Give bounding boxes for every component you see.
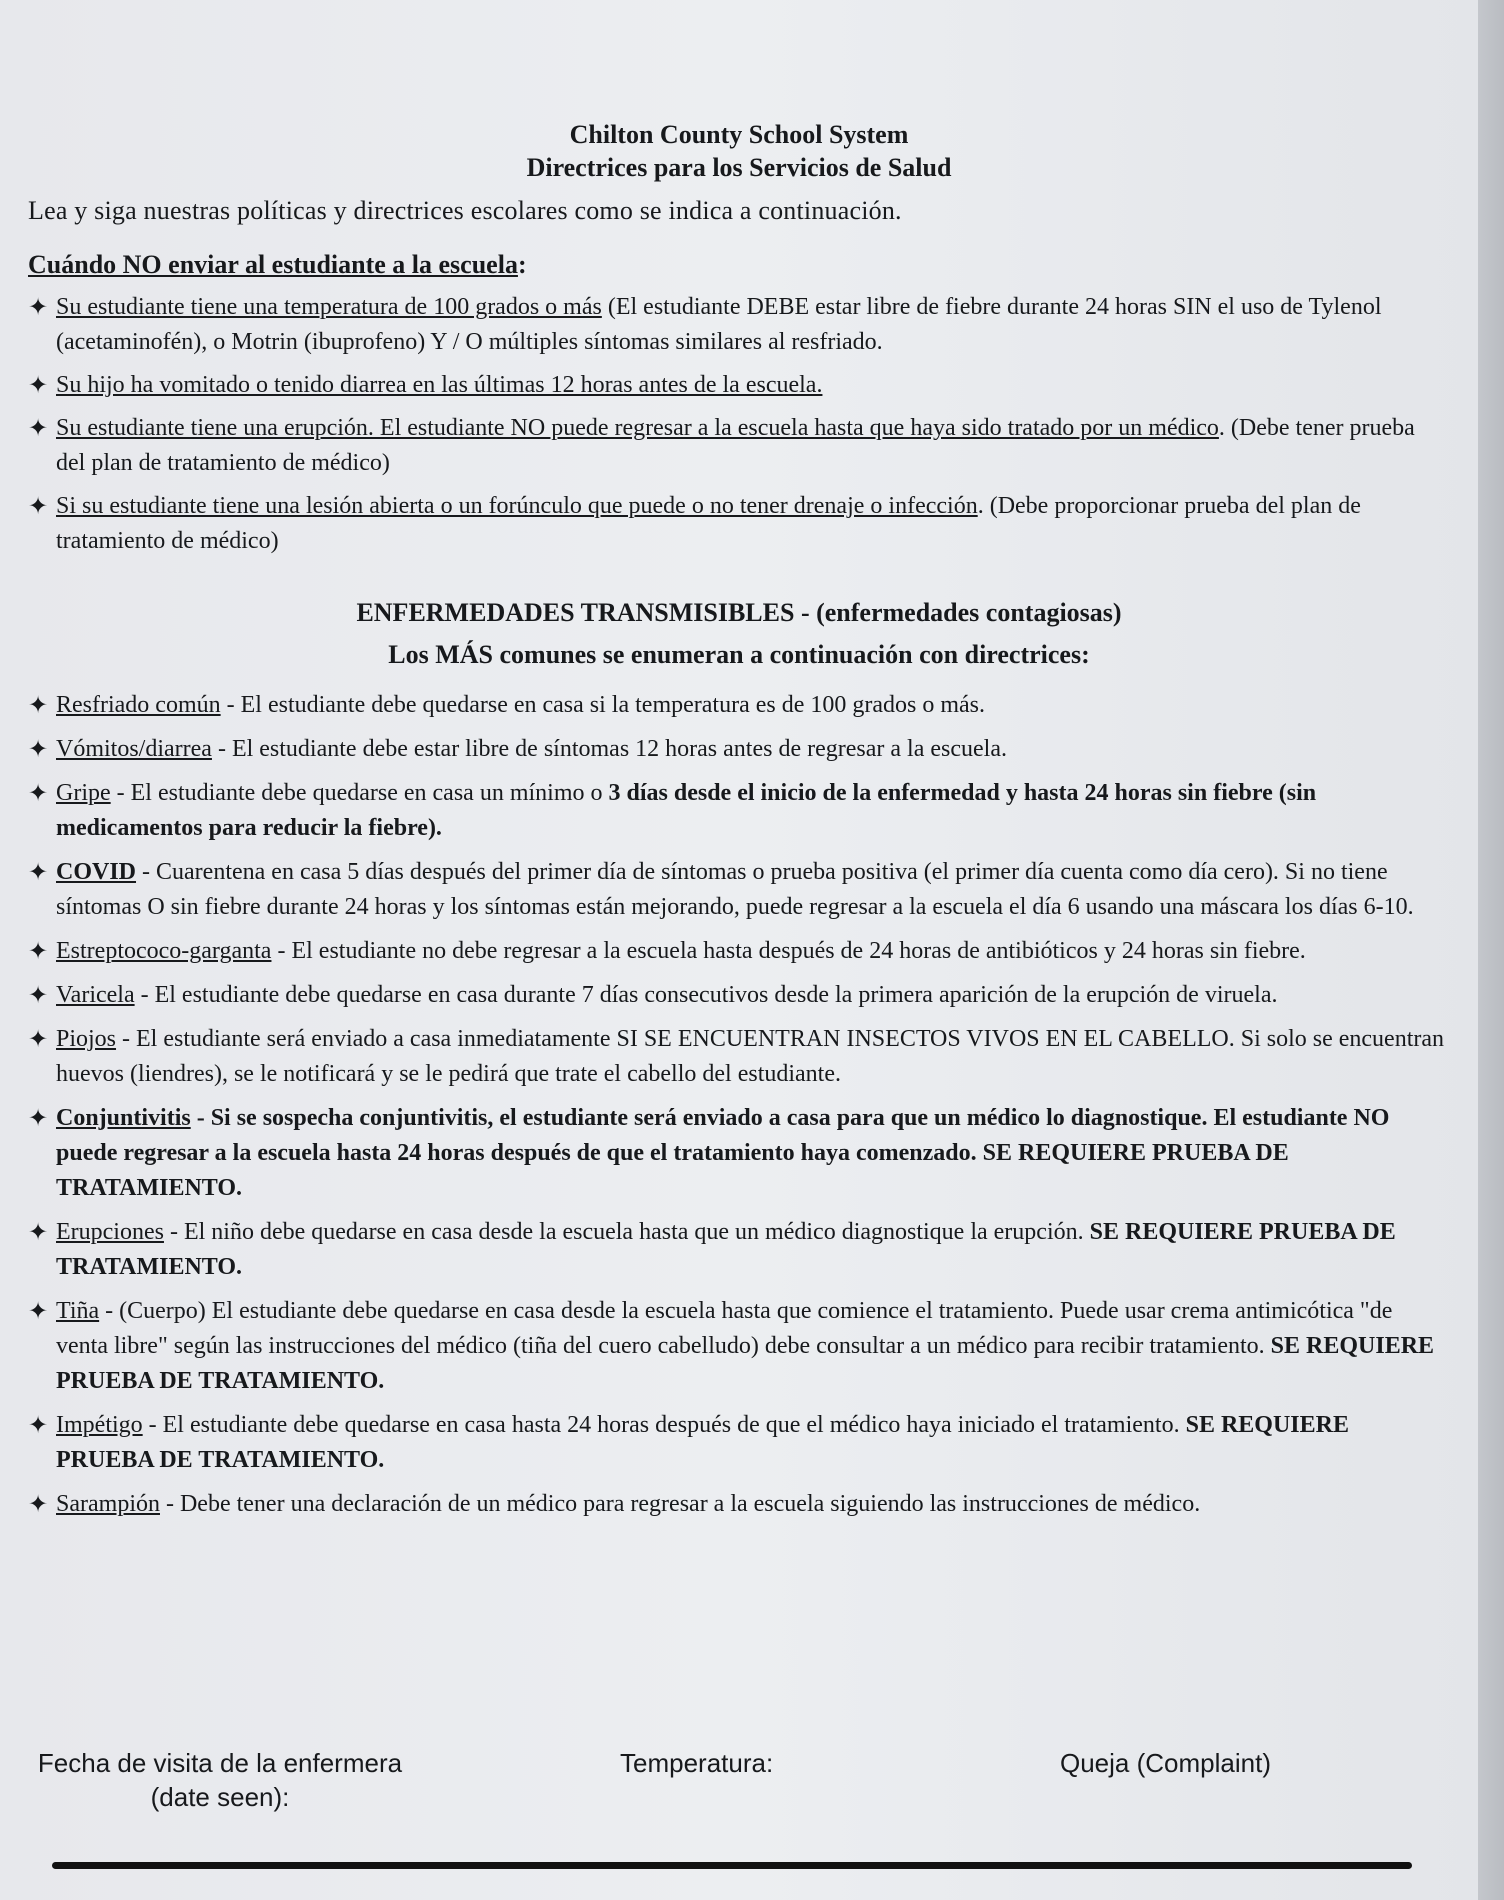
communicable-diseases-heading: ENFERMEDADES TRANSMISIBLES - (enfermedades contagiosas) — [356, 598, 1122, 627]
item-text: . (Debe tener prueba del plan de tratamiento de médico) — [56, 415, 1415, 476]
disease-name: Varicela — [56, 982, 135, 1008]
disease-name: Impétigo — [56, 1412, 143, 1438]
disease-item-impetigo — [28, 1408, 1448, 1478]
star-bullet-icon: ✦ — [28, 414, 49, 442]
disease-name: Conjuntivitis — [56, 1105, 191, 1131]
disease-item-varicela — [28, 978, 1448, 1013]
page-edge — [1478, 0, 1504, 1900]
disease-name: Erupciones — [56, 1219, 164, 1245]
when-not-to-send-heading — [28, 250, 527, 280]
disease-name: Tiña — [56, 1298, 100, 1324]
disease-guideline: - El estudiante debe estar libre de síntomas 12 horas antes de regresar a la escuela. — [211, 736, 1007, 762]
nurse-visit-date-label — [30, 1746, 410, 1814]
disease-item-tina — [28, 1294, 1448, 1399]
temperature-label: Temperatura: — [620, 1748, 774, 1778]
disease-item-covid — [28, 855, 1448, 925]
star-bullet-icon: ✦ — [28, 1218, 49, 1246]
item-underlined-text: Su estudiante tiene una temperatura de 100 grados o más — [56, 294, 602, 320]
disease-item-estreptococo — [28, 934, 1448, 969]
star-bullet-icon: ✦ — [28, 1297, 49, 1325]
disease-name: Resfriado común — [56, 692, 221, 718]
disease-item-resfriado — [28, 688, 1448, 723]
when-not-to-send-list — [28, 290, 1448, 567]
disease-guideline: - El estudiante debe quedarse en casa si la temperatura es de 100 grados o más. — [220, 692, 986, 718]
item-underlined-text: Si su estudiante tiene una lesión abierta o un forúnculo que puede o no tener drenaje o infección — [56, 493, 978, 519]
star-bullet-icon: ✦ — [28, 779, 49, 807]
disease-guideline-bold: SE REQUIERE PRUEBA DE TRATAMIENTO. — [56, 1333, 1435, 1394]
star-bullet-icon: ✦ — [28, 1104, 49, 1132]
disease-item-conjuntivitis — [28, 1101, 1448, 1206]
disease-item-sarampion — [28, 1487, 1448, 1522]
item-text: . (Debe proporcionar prueba del plan de tratamiento de médico) — [56, 493, 1361, 554]
list-item — [28, 489, 1448, 559]
star-bullet-icon: ✦ — [28, 735, 49, 763]
disease-item-piojos — [28, 1022, 1448, 1092]
disease-guideline: - (Cuerpo) El estudiante debe quedarse en casa desde la escuela hasta que comience el tratamiento. Puede usar crema antimicótica "de venta libre" según las instrucciones del médico (tiña del cuero cabelludo) debe consultar a un médico para recibir tratamiento. — [56, 1298, 1393, 1359]
date-label-line1: Fecha de visita de la enfermera — [37, 1748, 403, 1778]
star-bullet-icon: ✦ — [28, 492, 49, 520]
disease-guideline: - El estudiante debe quedarse en casa hasta 24 horas después de que el médico haya iniciado el tratamiento. — [142, 1412, 1186, 1438]
star-bullet-icon: ✦ — [28, 371, 49, 399]
disease-name: Estreptococo-garganta — [56, 938, 272, 964]
disease-guideline-bold: SE REQUIERE PRUEBA DE TRATAMIENTO. — [56, 1412, 1349, 1473]
document-subtitle: Directrices para los Servicios de Salud — [526, 153, 952, 182]
communicable-diseases-list — [28, 688, 1448, 1531]
star-bullet-icon: ✦ — [28, 981, 49, 1009]
disease-guideline: - El estudiante será enviado a casa inmediatamente SI SE ENCUENTRAN INSECTOS VIVOS EN EL CABELLO. Si solo se encuentran huevos (liendres), se le notificará y se le pedirá que trate el cabello del estudiante. — [56, 1026, 1444, 1087]
intro-text: Lea y siga nuestras políticas y directrices escolares como se indica a continuación. — [28, 196, 902, 225]
list-item — [28, 411, 1448, 481]
disease-item-erupciones — [28, 1215, 1448, 1285]
disease-guideline-bold: SE REQUIERE PRUEBA DE TRATAMIENTO. — [56, 1219, 1396, 1280]
star-bullet-icon: ✦ — [28, 937, 49, 965]
complaint-label: Queja (Complaint) — [1060, 1748, 1271, 1778]
item-text: (El estudiante DEBE estar libre de fiebre durante 24 horas SIN el uso de Tylenol (acetaminofén), o Motrin (ibuprofeno) Y / O múltiples síntomas similares al resfriado. — [56, 294, 1382, 355]
date-label-line2: (date seen): — [150, 1782, 290, 1812]
heading-text: Cuándo NO enviar al estudiante a la escuela — [28, 250, 518, 279]
star-bullet-icon: ✦ — [28, 1411, 49, 1439]
heading-colon: : — [517, 250, 527, 279]
star-bullet-icon: ✦ — [28, 293, 49, 321]
disease-guideline-bold: 3 días desde el inicio de la enfermedad y hasta 24 horas sin fiebre (sin medicamentos para reducir la fiebre). — [56, 780, 1317, 841]
disease-item-vomitos — [28, 732, 1448, 767]
star-bullet-icon: ✦ — [28, 691, 49, 719]
communicable-diseases-subheading: Los MÁS comunes se enumeran a continuación con directrices: — [388, 640, 1090, 669]
disease-guideline: - El niño debe quedarse en casa desde la escuela hasta que un médico diagnostique la erupción. — [163, 1219, 1090, 1245]
disease-name: Piojos — [56, 1026, 117, 1052]
disease-name: Vómitos/diarrea — [56, 736, 212, 762]
entry-line — [52, 1862, 1412, 1869]
disease-guideline: - El estudiante no debe regresar a la escuela hasta después de 24 horas de antibióticos y 24 horas sin fiebre. — [271, 938, 1306, 964]
disease-guideline-bold: - Si se sospecha conjuntivitis, el estudiante será enviado a casa para que un médico lo diagnostique. El estudiante NO puede regresar a la escuela hasta 24 horas después de que el tratamiento haya comenzado. SE REQUIERE PRUEBA DE TRATAMIENTO. — [56, 1105, 1390, 1201]
list-item — [28, 290, 1448, 360]
disease-name: COVID — [56, 859, 137, 885]
star-bullet-icon: ✦ — [28, 1490, 49, 1518]
item-underlined-text: Su estudiante tiene una erupción. El estudiante NO puede regresar a la escuela hasta que haya sido tratado por un médico — [56, 415, 1219, 441]
disease-guideline: - Debe tener una declaración de un médico para regresar a la escuela siguiendo las instrucciones de médico. — [159, 1491, 1201, 1517]
disease-guideline: - Cuarentena en casa 5 días después del primer día de síntomas o prueba positiva (el primer día cuenta como día cero). Si no tiene síntomas O sin fiebre durante 24 horas y los síntomas están mejorando, puede regresar a la escuela el día 6 usando una máscara los días 6-10. — [56, 859, 1414, 920]
list-item — [28, 368, 1448, 403]
disease-guideline: - El estudiante debe quedarse en casa un mínimo o — [110, 780, 609, 806]
star-bullet-icon: ✦ — [28, 858, 49, 886]
disease-item-gripe — [28, 776, 1448, 846]
disease-guideline: - El estudiante debe quedarse en casa durante 7 días consecutivos desde la primera aparición de la erupción de viruela. — [134, 982, 1278, 1008]
item-underlined-text: Su hijo ha vomitado o tenido diarrea en las últimas 12 horas antes de la escuela. — [56, 372, 823, 398]
star-bullet-icon: ✦ — [28, 1025, 49, 1053]
disease-name: Sarampión — [56, 1491, 160, 1517]
disease-name: Gripe — [56, 780, 111, 806]
document-title: Chilton County School System — [569, 120, 909, 149]
